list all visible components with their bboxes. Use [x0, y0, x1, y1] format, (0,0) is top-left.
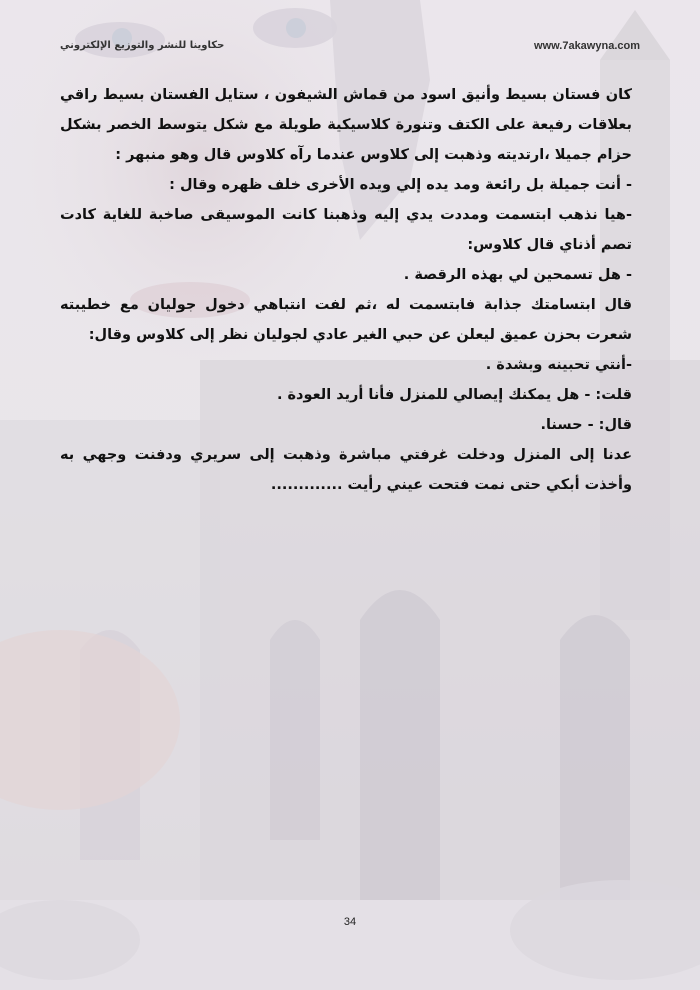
page-number: 34: [343, 916, 357, 928]
publisher-name: حكاوينا للنشر والتوزيع الإلكتروني: [60, 40, 225, 51]
page-header: [0, 38, 700, 60]
paragraph: قلت: - هل يمكنك إيصالي للمنزل فأنا أريد العودة .: [276, 387, 632, 403]
paragraph: كان فستان بسيط وأنيق اسود من قماش الشيفون ، ستايل الفستان بسيط راقي بعلاقات رفيعة على الكتف وتنورة كلاسيكية طويلة مع شكل يتوسط الخصر بشكل حزام جميلا ،ارتديته وذهبت إلى كلاوس عندما رآه كلاوس قال وهو منبهر :: [60, 87, 632, 163]
paragraph: عدنا إلى المنزل ودخلت غرفتي مباشرة وذهبت إلى سريري ودفنت وجهي به وأخذت أبكي حتى نمت فتحت عيني رأيت .............: [60, 447, 632, 493]
paragraph: قال: - حسنا.: [540, 417, 632, 433]
paragraph: قال ابتسامتك جذابة فابتسمت له ،ثم لفت انتباهي دخول جوليان مع خطيبته شعرت بحزن عميق ليعلن عن حبي الغير عادي لجوليان نظر إلى كلاوس وقال:: [60, 297, 632, 343]
paragraph: -أنتي تحبينه وبشدة .: [485, 357, 632, 373]
paragraph: -هيا نذهب ابتسمت ومددت يدي إليه وذهبنا كانت الموسيقى صاخبة للغاية كادت تصم أذناي قال كلاوس:: [60, 207, 632, 253]
paragraph: - أنت جميلة بل رائعة ومد يده إلي ويده الأخرى خلف ظهره وقال :: [169, 177, 632, 193]
website-url: www.7akawyna.com: [534, 40, 640, 52]
story-text: [60, 80, 632, 500]
paragraph: - هل تسمحين لي بهذه الرقصة .: [403, 267, 632, 283]
